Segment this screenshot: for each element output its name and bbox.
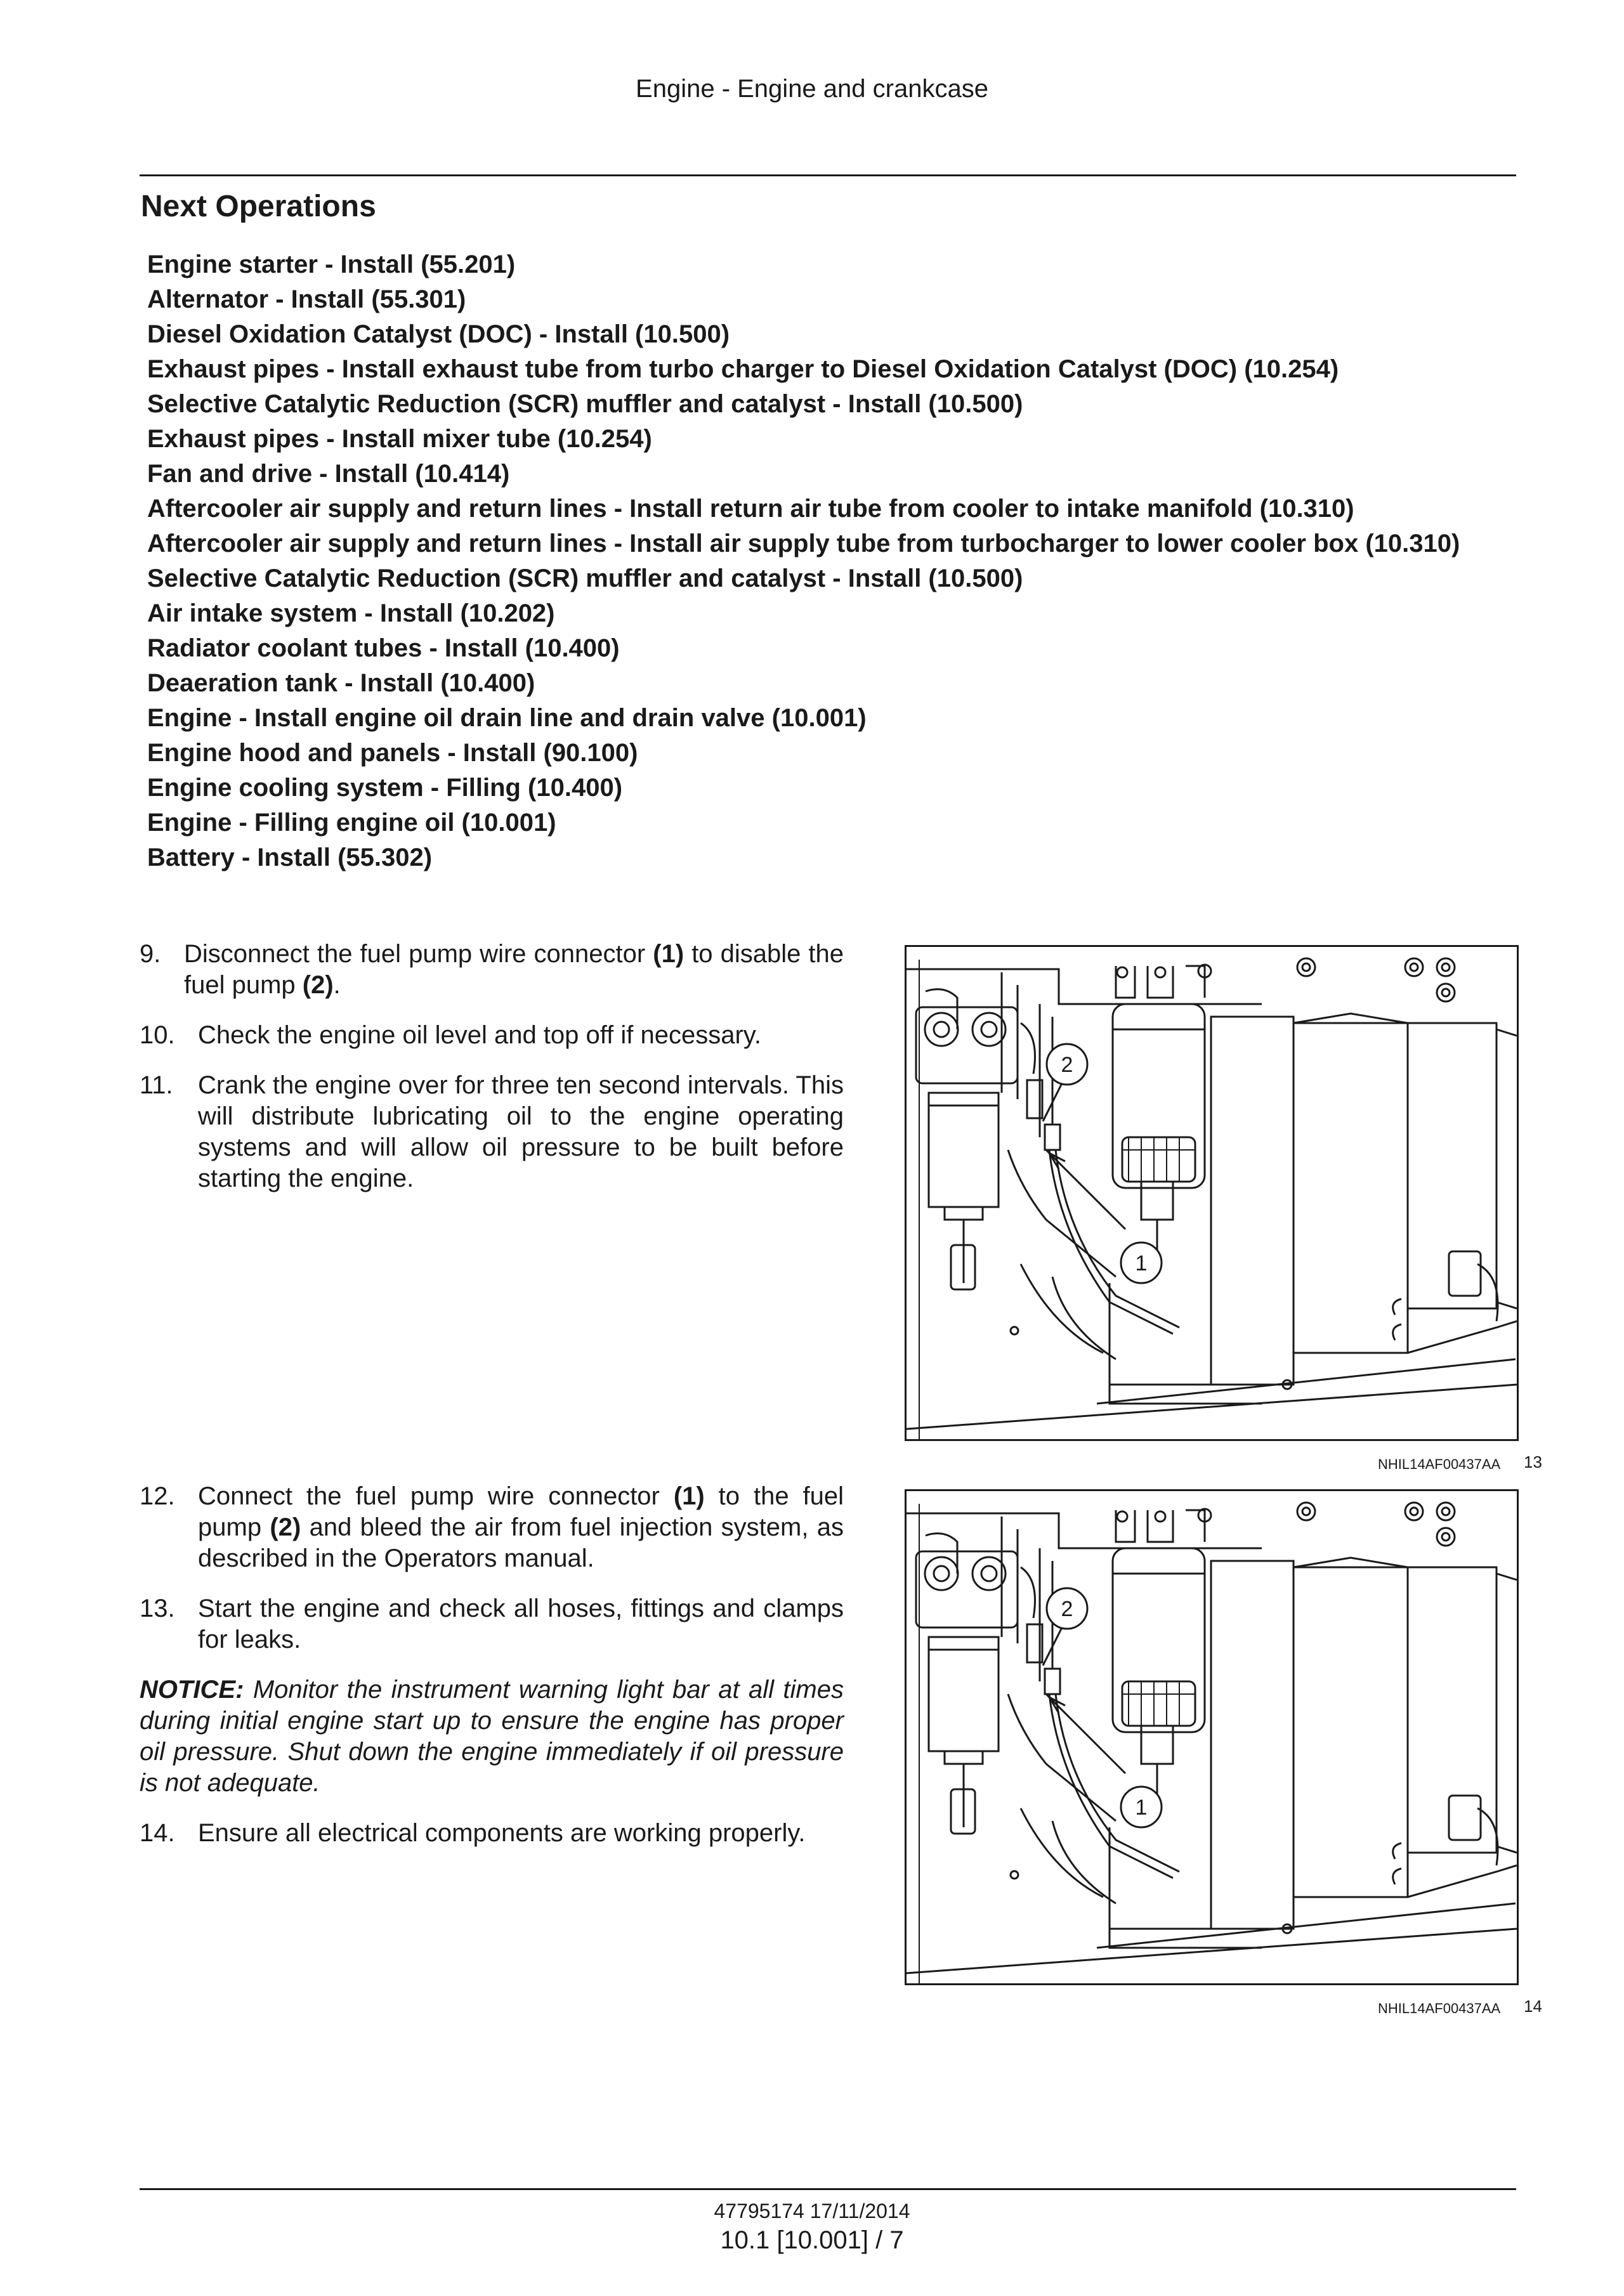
list-item: Exhaust pipes - Install exhaust tube from turbo charger to Diesel Oxidation Catalyst (DOC) (10.254) [147, 355, 1339, 383]
figure-number: 14 [1524, 1997, 1542, 2016]
footer-page-number: 10.1 [10.001] / 7 [720, 2226, 904, 2254]
footer-document-id: 47795174 17/11/2014 [714, 2200, 910, 2222]
procedure-steps-b [140, 1481, 844, 1868]
list-item: Engine starter - Install (55.201) [147, 251, 516, 278]
step-11: 11. Crank the engine over for three ten second intervals. This will distribute lubricating oil to the engine operating systems and will allow oil pressure to be built before starting the engine. [140, 1071, 844, 1192]
step-number: 9. [140, 940, 161, 968]
list-item: Deaeration tank - Install (10.400) [147, 669, 535, 697]
step-14: 14. Ensure all electrical components are working properly. [140, 1818, 844, 1849]
header-rule [140, 174, 1516, 176]
engine-line-drawing [907, 947, 1517, 1439]
list-item: Selective Catalytic Reduction (SCR) muffler and catalyst - Install (10.500) [147, 564, 1023, 592]
list-item: Engine hood and panels - Install (90.100) [147, 739, 638, 767]
step-number: 13. [140, 1595, 175, 1622]
callout-label: 1 [1135, 1251, 1148, 1275]
engine-line-drawing [907, 1491, 1517, 1983]
step-number: 14. [140, 1819, 175, 1847]
figure-code: NHIL14AF00437AA [1378, 1456, 1501, 1472]
notice-paragraph: NOTICE: Monitor the instrument warning light bar at all times during initial engine start up to ensure the engine has proper oil pressure. Shut down the engine immediately if oil pressure is not adequate. [140, 1676, 844, 1797]
list-item: Alternator - Install (55.301) [147, 285, 466, 313]
list-item: Engine cooling system - Filling (10.400) [147, 774, 623, 802]
list-item: Engine - Filling engine oil (10.001) [147, 809, 556, 837]
list-item: Air intake system - Install (10.202) [147, 599, 555, 627]
fuel-pump-illustration-13 [905, 945, 1519, 1441]
step-number: 12. [140, 1482, 175, 1510]
footer-rule [140, 2188, 1516, 2190]
list-item: Exhaust pipes - Install mixer tube (10.254) [147, 425, 652, 453]
figure-code: NHIL14AF00437AA [1378, 2000, 1501, 2016]
callout-label: 1 [1135, 1796, 1148, 1820]
running-header: Engine - Engine and crankcase [636, 75, 988, 103]
step-10: 10. Check the engine oil level and top off if necessary. [140, 1020, 844, 1051]
list-item: Fan and drive - Install (10.414) [147, 460, 510, 488]
step-number: 11. [140, 1071, 173, 1099]
list-item: Aftercooler air supply and return lines - Install air supply tube from turbocharger to lower cooler box (10.310) [147, 530, 1460, 558]
procedure-steps-a [140, 939, 844, 1213]
step-number: 10. [140, 1021, 175, 1049]
list-item: Aftercooler air supply and return lines - Install return air tube from cooler to intake manifold (10.310) [147, 495, 1354, 523]
fuel-pump-illustration-14 [905, 1489, 1519, 1985]
list-item: Engine - Install engine oil drain line and drain valve (10.001) [147, 704, 867, 732]
list-item: Selective Catalytic Reduction (SCR) muffler and catalyst - Install (10.500) [147, 390, 1023, 418]
step-13: 13. Start the engine and check all hoses, fittings and clamps for leaks. [140, 1595, 844, 1654]
list-item: Battery - Install (55.302) [147, 844, 433, 871]
next-operations-list [147, 247, 1511, 875]
list-item: Diesel Oxidation Catalyst (DOC) - Install (10.500) [147, 320, 730, 348]
figure-number: 13 [1524, 1452, 1542, 1471]
callout-label: 2 [1061, 1597, 1073, 1621]
notice-label: NOTICE: [140, 1676, 244, 1704]
section-title: Next Operations [141, 190, 376, 223]
list-item: Radiator coolant tubes - Install (10.400) [147, 634, 620, 662]
callout-label: 2 [1061, 1053, 1073, 1077]
step-12: 12. Connect the fuel pump wire connector (1) to the fuel pump (2) and bleed the air from fuel injection system, as described in the Operators manual. [140, 1482, 844, 1572]
step-9: 9. Disconnect the fuel pump wire connector (1) to disable the fuel pump (2). [140, 940, 844, 999]
